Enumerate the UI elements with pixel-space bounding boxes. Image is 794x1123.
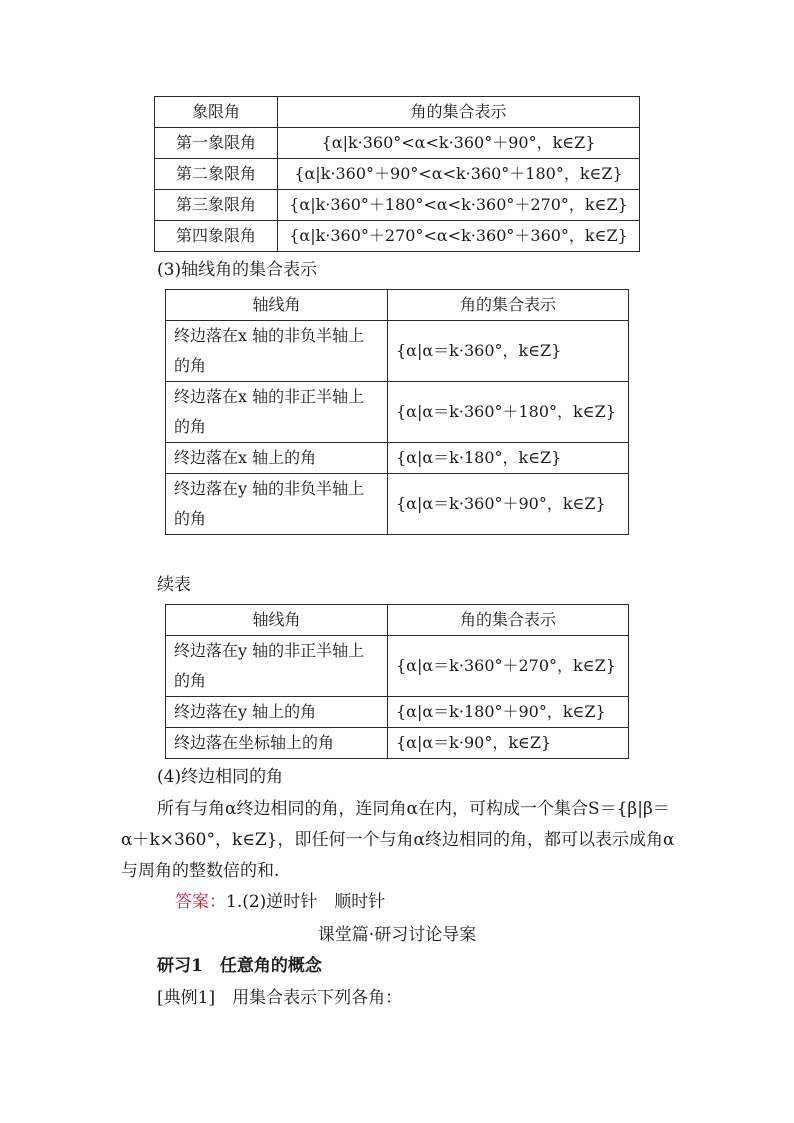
- class-heading: 课堂篇·研习讨论导案: [317, 925, 477, 945]
- table-row: [155, 221, 640, 252]
- table-header: 角的集合表示: [388, 605, 629, 636]
- answer-text: 1.(2)逆时针 顺时针: [226, 892, 386, 912]
- table-header: 轴线角: [166, 290, 388, 321]
- quadrant-angle-table: [154, 96, 640, 252]
- table-row: [166, 728, 629, 759]
- table-cell: 终边落在y 轴的非负半轴上的角: [166, 474, 388, 535]
- table-row: [155, 159, 640, 190]
- table-cell: {α|α＝k·360°，k∈Z}: [388, 321, 629, 382]
- table-row: [166, 321, 629, 382]
- table-row: [155, 128, 640, 159]
- example-text: 用集合表示下列各角：: [232, 988, 403, 1008]
- table-row: [166, 636, 629, 697]
- table-cell: {α|k·360°<α<k·360°＋90°，k∈Z}: [278, 128, 640, 159]
- table-cell: {α|k·360°＋180°<α<k·360°＋270°，k∈Z}: [278, 190, 640, 221]
- section-4-paragraph: [121, 794, 681, 887]
- table-header: 角的集合表示: [278, 97, 640, 128]
- table-header: 象限角: [155, 97, 278, 128]
- table-cell: 第一象限角: [155, 128, 278, 159]
- table-row: [166, 443, 629, 474]
- table-cell: 第三象限角: [155, 190, 278, 221]
- table-cell: {α|α＝k·360°＋180°，k∈Z}: [388, 382, 629, 443]
- table-cell: {α|α＝k·360°＋90°，k∈Z}: [388, 474, 629, 535]
- table-cell: 终边落在y 轴上的角: [166, 697, 388, 728]
- table-cell: 第四象限角: [155, 221, 278, 252]
- table-row: [155, 190, 640, 221]
- table-cell: {α|α＝k·180°＋90°，k∈Z}: [388, 697, 629, 728]
- answer-line: [175, 887, 385, 917]
- table-cell: 终边落在x 轴的非正半轴上的角: [166, 382, 388, 443]
- table-row: [166, 382, 629, 443]
- axis-angle-table: [165, 289, 629, 535]
- table-header: 角的集合表示: [388, 290, 629, 321]
- table-row: [166, 697, 629, 728]
- table-cell: 终边落在y 轴的非正半轴上的角: [166, 636, 388, 697]
- section-3-title: (3)轴线角的集合表示: [157, 260, 318, 280]
- table-cell: {α|k·360°＋90°<α<k·360°＋180°，k∈Z}: [278, 159, 640, 190]
- example-label: [典例1]: [157, 988, 216, 1008]
- table-cell: 第二象限角: [155, 159, 278, 190]
- table-cell: {α|α＝k·360°＋270°，k∈Z}: [388, 636, 629, 697]
- answer-label: 答案：: [175, 892, 226, 912]
- study-1-heading: [157, 951, 322, 981]
- table-cell: {α|α＝k·180°，k∈Z}: [388, 443, 629, 474]
- paragraph-text: 所有与角α终边相同的角，连同角α在内，可构成一个集合S＝{β|β＝α＋k×360°，k∈Z}，即任何一个与角α终边相同的角，都可以表示成角α与周角的整数倍的和.: [121, 799, 675, 881]
- example-1: [157, 983, 402, 1013]
- table-row: [166, 474, 629, 535]
- axis-angle-table-continued: [165, 604, 629, 759]
- table-cell: {α|α＝k·90°，k∈Z}: [388, 728, 629, 759]
- continued-label: 续表: [157, 575, 191, 595]
- table-header: 轴线角: [166, 605, 388, 636]
- study-1-label: 研习1: [157, 956, 203, 976]
- study-1-title: 任意角的概念: [219, 956, 322, 976]
- table-cell: 终边落在x 轴的非负半轴上的角: [166, 321, 388, 382]
- table-cell: 终边落在x 轴上的角: [166, 443, 388, 474]
- table-cell: {α|k·360°＋270°<α<k·360°＋360°，k∈Z}: [278, 221, 640, 252]
- table-cell: 终边落在坐标轴上的角: [166, 728, 388, 759]
- section-4-title: (4)终边相同的角: [157, 767, 284, 787]
